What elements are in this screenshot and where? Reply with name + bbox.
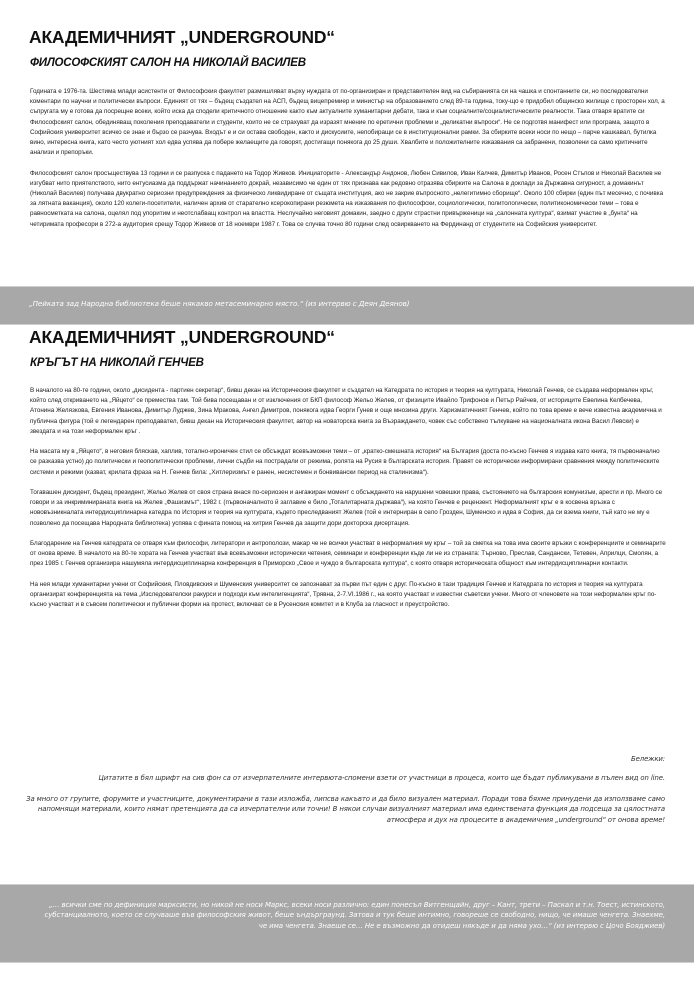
paragraph: В началото на 80-те години, около „дисидента - партиен секретар“, бивш декан на Историческия факултет и създател на Катедрата по история и теория на културата, Николай Генчев, се създава неформален кръг, който след откриването на „Яйцето“ се премества там. Той бива посещаван и от изключения от БКП философ Жельо Желев, от физиците Ивайло Трифонов и Петър Райчев, от историците Евелина Келбечева, Атонина Желязкова, Евгения Иванова, Димитър Луджев, Зина Мракова, Ангел Димитров, понякога идва Георги Гунев и още мнозина други. Харизматичният Генчев, който по това време е вече известна академична и публична фигура (той е легендарен преподавател, бивш декан на Историческия факултет, автор на новаторска книга за Възраждането, човек със собствено тълкуване на националната икона Васил Левски) е звездата и на този неформален кръг . — [30, 387, 662, 435]
section-philosophical-salon — [0, 0, 694, 286]
notes-label: Бележки: — [631, 755, 665, 763]
note-paragraph: Цитатите в бял шрифт на сив фон са от изчерпателните интервюта-спомени взети от участници в процеса, които ще бъдат публикувани в пълен вид on line. — [98, 773, 665, 782]
section-subtitle: ФИЛОСОФСКИЯТ САЛОН НА НИКОЛАЙ ВАСИЛЕВ — [30, 57, 306, 69]
quote-text: „Пейката зад Народна библиотека беше някакво метасеминарно място.“ (из интервю с Деян Деянов) — [29, 299, 410, 308]
section-title: АКАДЕМИЧНИЯТ „UNDERGROUND“ — [29, 27, 335, 47]
section-body — [30, 386, 666, 621]
paragraph: Тогавашен дисидент, бъдещ президент, Жельо Желев от своя страна внася по-сериозен и ангажиран момент с обсъждането на нарушени човешки права, състоянието на българския комунизъм, арести и пр. Много се говори и за инкриминираната книга на Желев „Фашизмът“, 1982 г. (първоначалното й заглавие е било „Тоталитарната държава“), на която Генчев е рецензент. Неформалният кръг е в косвена връзка с нововъзникналата интердисциплинарна катедра по История и теория на културата, където преследваният Желев (той е интерниран в село Грозден, Шуменско и идва в София, да си взема книги, тъй като не му е позволено да посещава Народната библиотека) успява с фината помощ на хитрия Генчев да защити дори докторска дисертация. — [30, 489, 663, 527]
note-paragraph: За много от групите, форумите и участниците, документирани в тази изложба, липсва какъвто и да било визуален материал. Поради това бяхме принудени да използваме само напомнящи материали, които нямат претенцията да са изчерпателни или точни! В някои случаи визуалният материал има единствената функция да подсеща за цялостната атмосфера и дух на процесите в академичния „underground“ от онова време! — [26, 794, 665, 824]
quote-banner — [0, 884, 694, 963]
section-title: АКАДЕМИЧНИЯТ „UNDERGROUND“ — [29, 327, 335, 347]
paragraph: Годината е 1976-та. Шестима млади асистенти от Философския факултет размишляват върху нуждата от по-организиран и представителен вид на събиранията си на чашка и спонтанните си, но последователни коментари по научни и политически въпроси. Единият от тях – бъдещ създател на АСП, бъдещ вицепремиер и министър на образованието след 89-та година, току-що е придобил общинско жилище с просторен хол, а съпругата му е готова да посрещне всеки, който иска да сподели критичното отношение както към актуалните хуманитарни дебати, така и към социалните/социалистическите реалности. Така отваря вратите си Философският салон, обединяващ поколения преподаватели и студенти, които не се страхуват да изразят мнение по еретични проблеми и „деликатни въпроси“. Не се подготвя манифест или програма, защото в Софийския университет всичко се знае и бързо се разчува. Входът е и си остава свободен, както и дискусиите, непобиращи се в институционални рамки. За сбирките всеки носи по нещо – парче кашкавал, бутилка вино, интересна книга, като често уютният хол едва успява да побере желаещите да говорят, достигащи понякога до 25 души. Хвалбите и положителните изказвания са забранени, позволени са само критичните анализи и препоръки. — [30, 88, 665, 157]
section-genchev-circle — [0, 324, 694, 724]
paragraph: На масата му в „Яйцето“, в неговия бляскав, хаплив, тотално-ироничен стил се обсъждат всевъзможни теми – от „кратко-смешната история“ на България (доста по-късно Генчев я издава като книга, тя първоначално се разказва устно) до политически и геополитически проблеми, лични съдби на пострадали от режима, ролята на Русия в българската история. Правят се исторически информирани сравнения между политическите системи и режими (казват, крилата фраза на Н. Генчев била: „Хитлеризмът е ранен, несистемен и бонвивански период на сталинизма“). — [30, 448, 660, 476]
paragraph: Благодарение на Генчев катедрата се отваря към философи, литератори и антрополози, макар че не всички участват в неформалния му кръг – той за сметка на това има своите връзки с конференциите и семинарите от онова време. В началото на 80-те хората на Генчев участват във всевъзможни исторически четения, семинари и конференции къде ли не из страната: Търново, Преслав, Сандански, Тетевен, Априлци, Смолян, а през 1985 г. Генчев организира нашумяла интердисциплинарна конференция в Приморско „Свое и чуждо в българската култура“, с която отваря историческата общност към интердисциплинарни контакти. — [30, 540, 666, 568]
section-subtitle: КРЪГЪТ НА НИКОЛАЙ ГЕНЧЕВ — [30, 357, 204, 369]
paragraph: Философският салон просъществува 13 години и се разпуска с падането на Тодор Живков. Инициаторите - Александър Андонов, Любен Сивилов, Иван Калчев, Димитър Иванов, Росен Стъпов и Николай Василев не изгубват нито приятелството, нито ентусиазма да поддържат начинанието докрай, независимо че един от тях признава как редовно отразява сбирките на Салона в доклади за Държавна сигурност, а домакинът (Николай Василев) получава двукратно сериозни предупреждения за физическо ликвидиране от същата институция, ако не закрие въпросното „нелегитимно сборище“. Около 100 сбирки (един път месечно, с почивка за лятната ваканция), около 120 колеги-посетители, наличен архив от старателно ксерокопирани резюмета на изказвания по философски, социологически, политологически, политикономически теми – това е равносметката на салона, оцелял под упоритим и неотслабващ контрол на властта. Неслучайно неговият домакин, заедно с други страстни привърженици на „салонната култура“, взимат участие в „бунта“ на четиримата професори в 272-а аудитория срещу Тодор Живков от 18 ноември 1987 г. Това се случва точно 80 години след освиркването на Фердинанд от студентите на Софийския университет. — [30, 169, 664, 228]
section-body — [30, 87, 666, 240]
notes-block — [25, 754, 665, 836]
quote-banner — [0, 286, 694, 325]
quote-text: „… всички сме по дефиниция марксисти, но никой не носи Маркс, всеки носи различно: един понесъл Витгенщайн, друг – Кант, трети – Паскал и т.н. Тоест, истинското, субстанциалното, което се случваше във философския живот, беше ъндърграунд. Затова и тук беше интимно, говореше се свободно, нищо, че имаше ченгета. Знаехме, че има ченгета. Знаеше се… Не е възможно да отидеш някъде и да няма ухо…“ (из интервю с Цочо Бояджиев) — [44, 901, 665, 930]
paragraph: На нея млади хуманитарни учени от Софийския, Пловдивския и Шуменския университет се запознават за първи път един с друг. По-късно в тази традиция Генчев и Катедрата по история и теория на културата организират конференцията на тема „Изследователски ракурси и подходи към интелигенцията“, Трявна, 2-7.VI.1986 г., на която участват и известни съветски учени. Много от членовете на този неформален кръг по-късно участват и в съвсем политически и публични форми на протест, включват се в Русенския комитет и в Клуба за гласност и преустройство. — [30, 580, 657, 609]
